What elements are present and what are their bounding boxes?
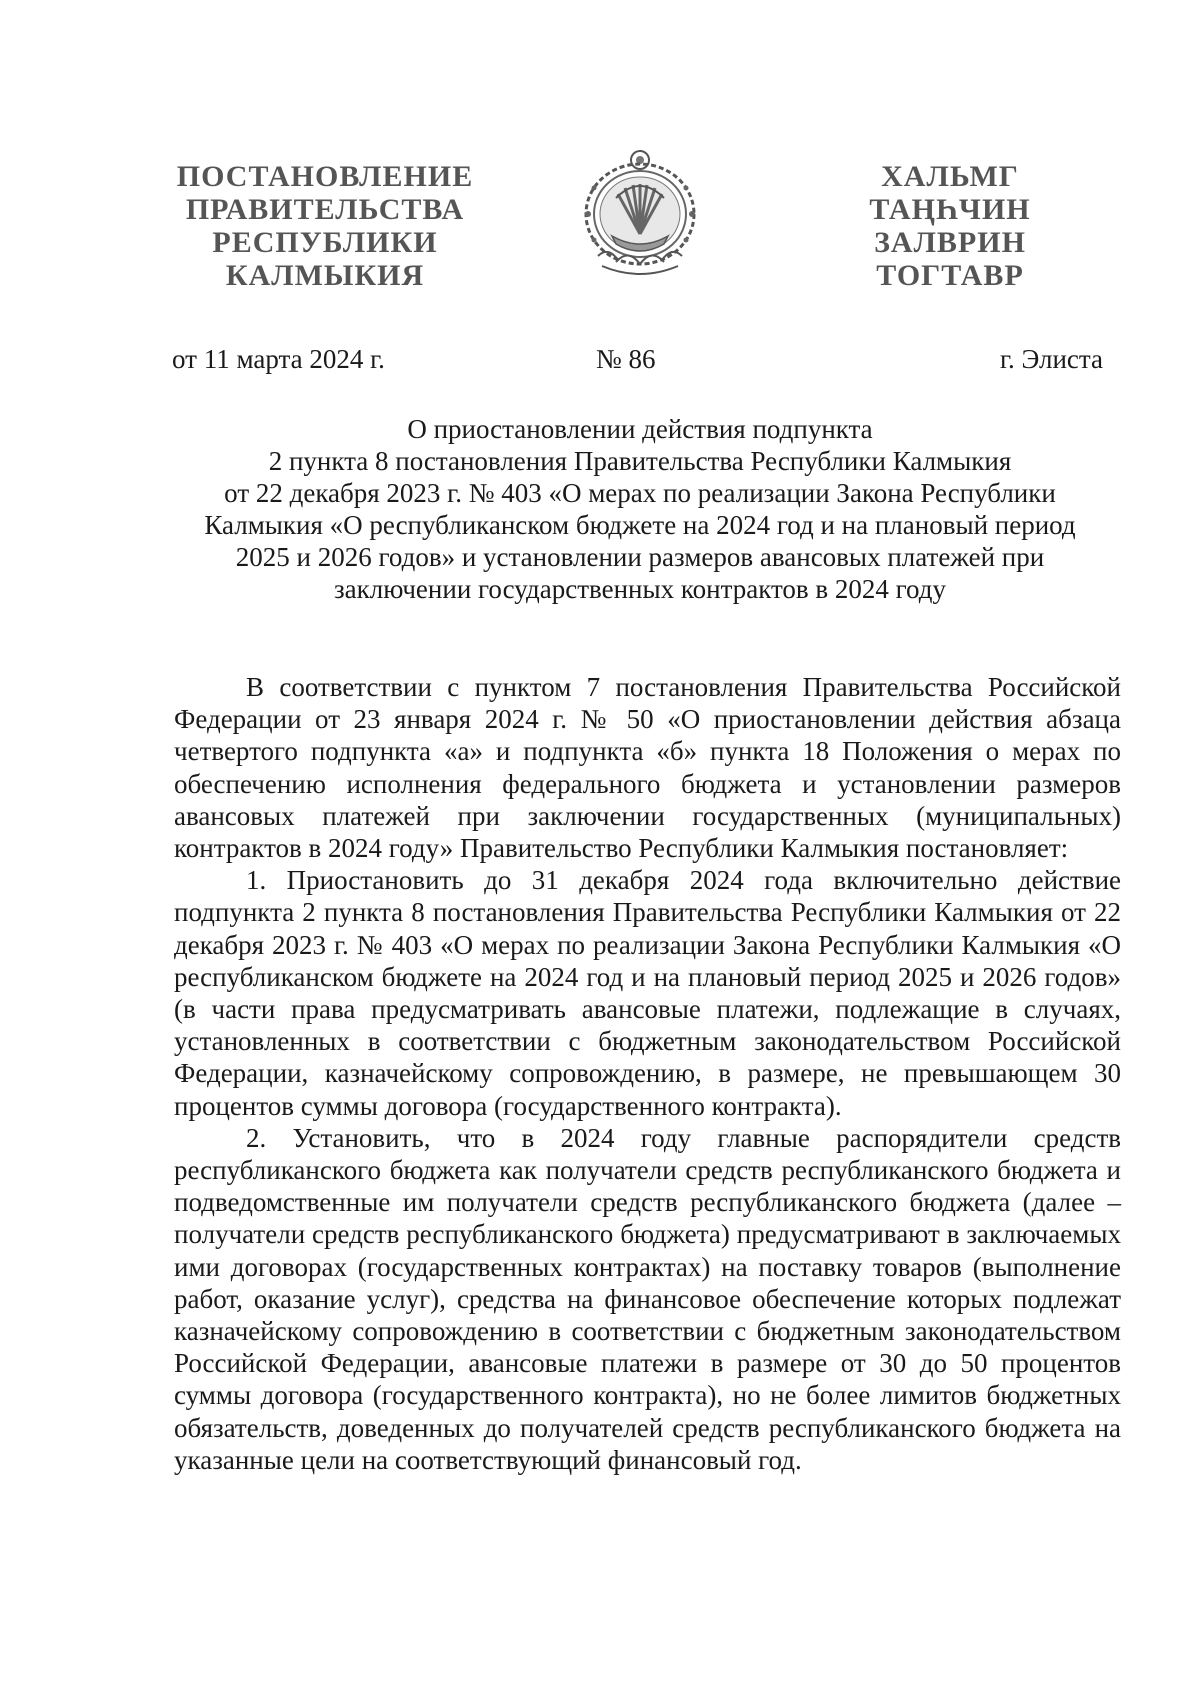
- coat-of-arms-icon: [578, 148, 702, 284]
- document-body: [174, 671, 1121, 1476]
- title-line: О приостановлении действия подпункта: [407, 414, 873, 444]
- header-left-line: РЕСПУБЛИКИ: [212, 226, 438, 259]
- header-left-line: КАЛМЫКИЯ: [225, 259, 425, 292]
- title-line: 2025 и 2026 годов» и установлении размеров авансовых платежей при: [235, 542, 1045, 572]
- header-right-line: ТАҢҺЧИН: [869, 193, 1031, 226]
- title-line: Калмыкия «О республиканском бюджете на 2024 год и на плановый период: [204, 510, 1076, 540]
- document-date: от 11 марта 2024 г.: [172, 344, 385, 374]
- document-city: г. Элиста: [1000, 344, 1104, 374]
- header-left-line: ПРАВИТЕЛЬСТВА: [185, 193, 465, 226]
- title-line: 2 пункта 8 постановления Правительства Республики Калмыкия: [268, 446, 1012, 476]
- title-line: от 22 декабря 2023 г. № 403 «О мерах по реализации Закона Республики: [224, 478, 1056, 508]
- header-right-line: ТОГТАВР: [876, 259, 1024, 292]
- preamble-paragraph: В соответствии с пунктом 7 постановления Правительства Российской Федерации от 23 января 2024 г. № 50 «О приостановлении действия абзаца четвертого подпункта «а» и подпункта «б» пункта 18 Положения о мерах по обеспечению исполнения федерального бюджета и установлении размеров авансовых платежей при заключении государственных (муниципальных) контрактов в 2024 году» Правительство Республики Калмыкия постановляет:: [174, 672, 1121, 864]
- item-1-paragraph: 1. Приостановить до 31 декабря 2024 года включительно действие подпункта 2 пункта 8 постановления Правительства Республики Калмыкия от 22 декабря 2023 г. № 403 «О мерах по реализации Закона Республики Калмыкия «О республиканском бюджете на 2024 год и на плановый период 2025 и 2026 годов» (в части права предусматривать авансовые платежи, подлежащие в случаях, установленных в соответствии с бюджетным законодательством Российской Федерации, казначейскому сопровождению, в размере, не превышающем 30 процентов суммы договора (государственного контракта).: [174, 865, 1121, 1121]
- header-left-line: ПОСТАНОВЛЕНИЕ: [176, 160, 474, 193]
- item-2-paragraph: 2. Установить, что в 2024 году главные распорядители средств республиканского бюджета как получатели средств республиканского бюджета и подведомственные им получатели средств республиканского бюджета (далее – получатели средств республиканского бюджета) предусматривают в заключаемых ими договорах (государственных контрактах) на поставку товаров (выполнение работ, оказание услуг), средства на финансовое обеспечение которых подлежат казначейскому сопровождению в соответствии с бюджетным законодательством Российской Федерации, авансовые платежи в размере от 30 до 50 процентов суммы договора (государственного контракта), но не более лимитов бюджетных обязательств, доведенных до получателей средств республиканского бюджета на указанные цели на соответствующий финансовый год.: [174, 1122, 1121, 1475]
- title-line: заключении государственных контрактов в 2024 году: [333, 574, 947, 604]
- header-right-line: ХАЛЬМГ: [881, 160, 1019, 193]
- document-title: [160, 413, 1120, 605]
- header-right-line: ЗАЛВРИН: [874, 226, 1026, 259]
- header-title-russian: [160, 160, 490, 292]
- document-number: № 86: [596, 344, 656, 374]
- header-title-kalmyk: [850, 160, 1050, 292]
